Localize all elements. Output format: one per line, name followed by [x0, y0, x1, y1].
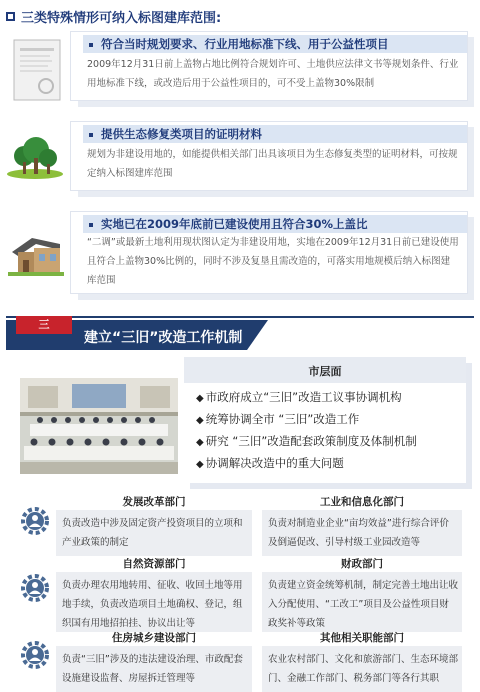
tree-icon — [6, 130, 64, 180]
dept-development-reform — [56, 494, 252, 556]
dept-other — [262, 630, 462, 692]
dept-name: 财政部门 — [341, 558, 383, 570]
gear-people-icon — [20, 506, 50, 536]
section-banner — [0, 316, 480, 350]
dept-desc: 负责办理农用地转用、征收、收回土地等用地手续，负责改造项目土地确权、登记，组织国有用地招拍挂、协议出让等 — [62, 580, 243, 629]
case-heading-1: 符合当时规划要求、行业用地标准下线、用于公益性项目 — [89, 35, 389, 53]
gear-people-icon — [20, 573, 50, 603]
dept-name: 住房城乡建设部门 — [112, 632, 196, 644]
dept-name: 自然资源部门 — [122, 558, 186, 570]
city-item-4: ◆ 协调解决改造中的重大问题 — [196, 453, 417, 475]
case-card-1 — [70, 31, 468, 101]
dept-housing-construction — [56, 630, 252, 692]
dept-desc: 农业农村部门、文化和旅游部门、生态环境部门、金融工作部门、税务部门等各行其职 — [268, 654, 459, 684]
dept-name: 工业和信息化部门 — [320, 496, 404, 508]
city-item-2: ◆ 统筹协调全市 “三旧”改造工作 — [196, 409, 417, 431]
banner-title: 建立“三旧”改造工作机制 — [84, 330, 243, 346]
city-item-1: ◆ 市政府成立“三旧”改造工议事协调机构 — [196, 387, 417, 409]
dept-name: 发展改革部门 — [122, 496, 186, 508]
dept-finance — [262, 556, 462, 629]
section-title-text: 三类特殊情形可纳入标图建库范围: — [21, 11, 222, 26]
case-body-1: 2009年12月31日前上盖物占地比例符合规划许可、土地供应法律文书等规划条件、行业用地标准下线，或改造后用于公益性项目的，可不受上盖物30%限制 — [87, 59, 459, 89]
dept-desc: 负责“三旧”涉及的违法建设治理、市政配套设施建设监督、房屋拆迁管理等 — [62, 654, 243, 684]
dept-desc: 负责改造中涉及固定资产投资项目的立项和产业政策的制定 — [62, 518, 243, 548]
city-level-title: 市层面 — [308, 365, 342, 378]
dept-desc: 负责建立资金统筹机制，制定完善土地出让收入分配使用、“工改工”项目及公益性项目财政奖补等政策 — [268, 580, 459, 629]
city-level-panel — [184, 357, 466, 483]
document-icon — [12, 38, 62, 102]
case-body-3: “二调”或最新土地利用现状图认定为非建设用地，实地在2009年12月31日前已建设使用且符合上盖物30%比例的，同时不涉及复垦且需改造的，可落实用地规模后纳入标图建库范围 — [87, 237, 459, 286]
dept-industry-it — [262, 494, 462, 556]
dept-name: 其他相关职能部门 — [320, 632, 404, 644]
house-icon — [6, 230, 66, 278]
section-number: 三 — [16, 316, 72, 334]
case-heading-3: 实地已在2009年底前已建设使用且符合30%上盖比 — [89, 215, 368, 233]
city-item-3: ◆ 研究 “三旧”改造配套政策制度及体制机制 — [196, 431, 417, 453]
dept-natural-resources — [56, 556, 252, 629]
case-body-2: 规划为非建设用地的，如能提供相关部门出具该项目为生态修复类型的证明材料，可按规定纳入标图建库范围 — [87, 149, 458, 179]
dept-desc: 负责对制造业企业“亩均效益”进行综合评价及倒逼促改、引导村级工业园改造等 — [268, 518, 449, 548]
case-card-2 — [70, 121, 468, 191]
square-bullet-icon — [6, 12, 15, 21]
section-title — [6, 7, 221, 26]
case-card-3 — [70, 211, 468, 294]
gear-people-icon — [20, 640, 50, 670]
case-heading-2: 提供生态修复类项目的证明材料 — [89, 125, 262, 143]
meeting-photo — [20, 378, 178, 474]
